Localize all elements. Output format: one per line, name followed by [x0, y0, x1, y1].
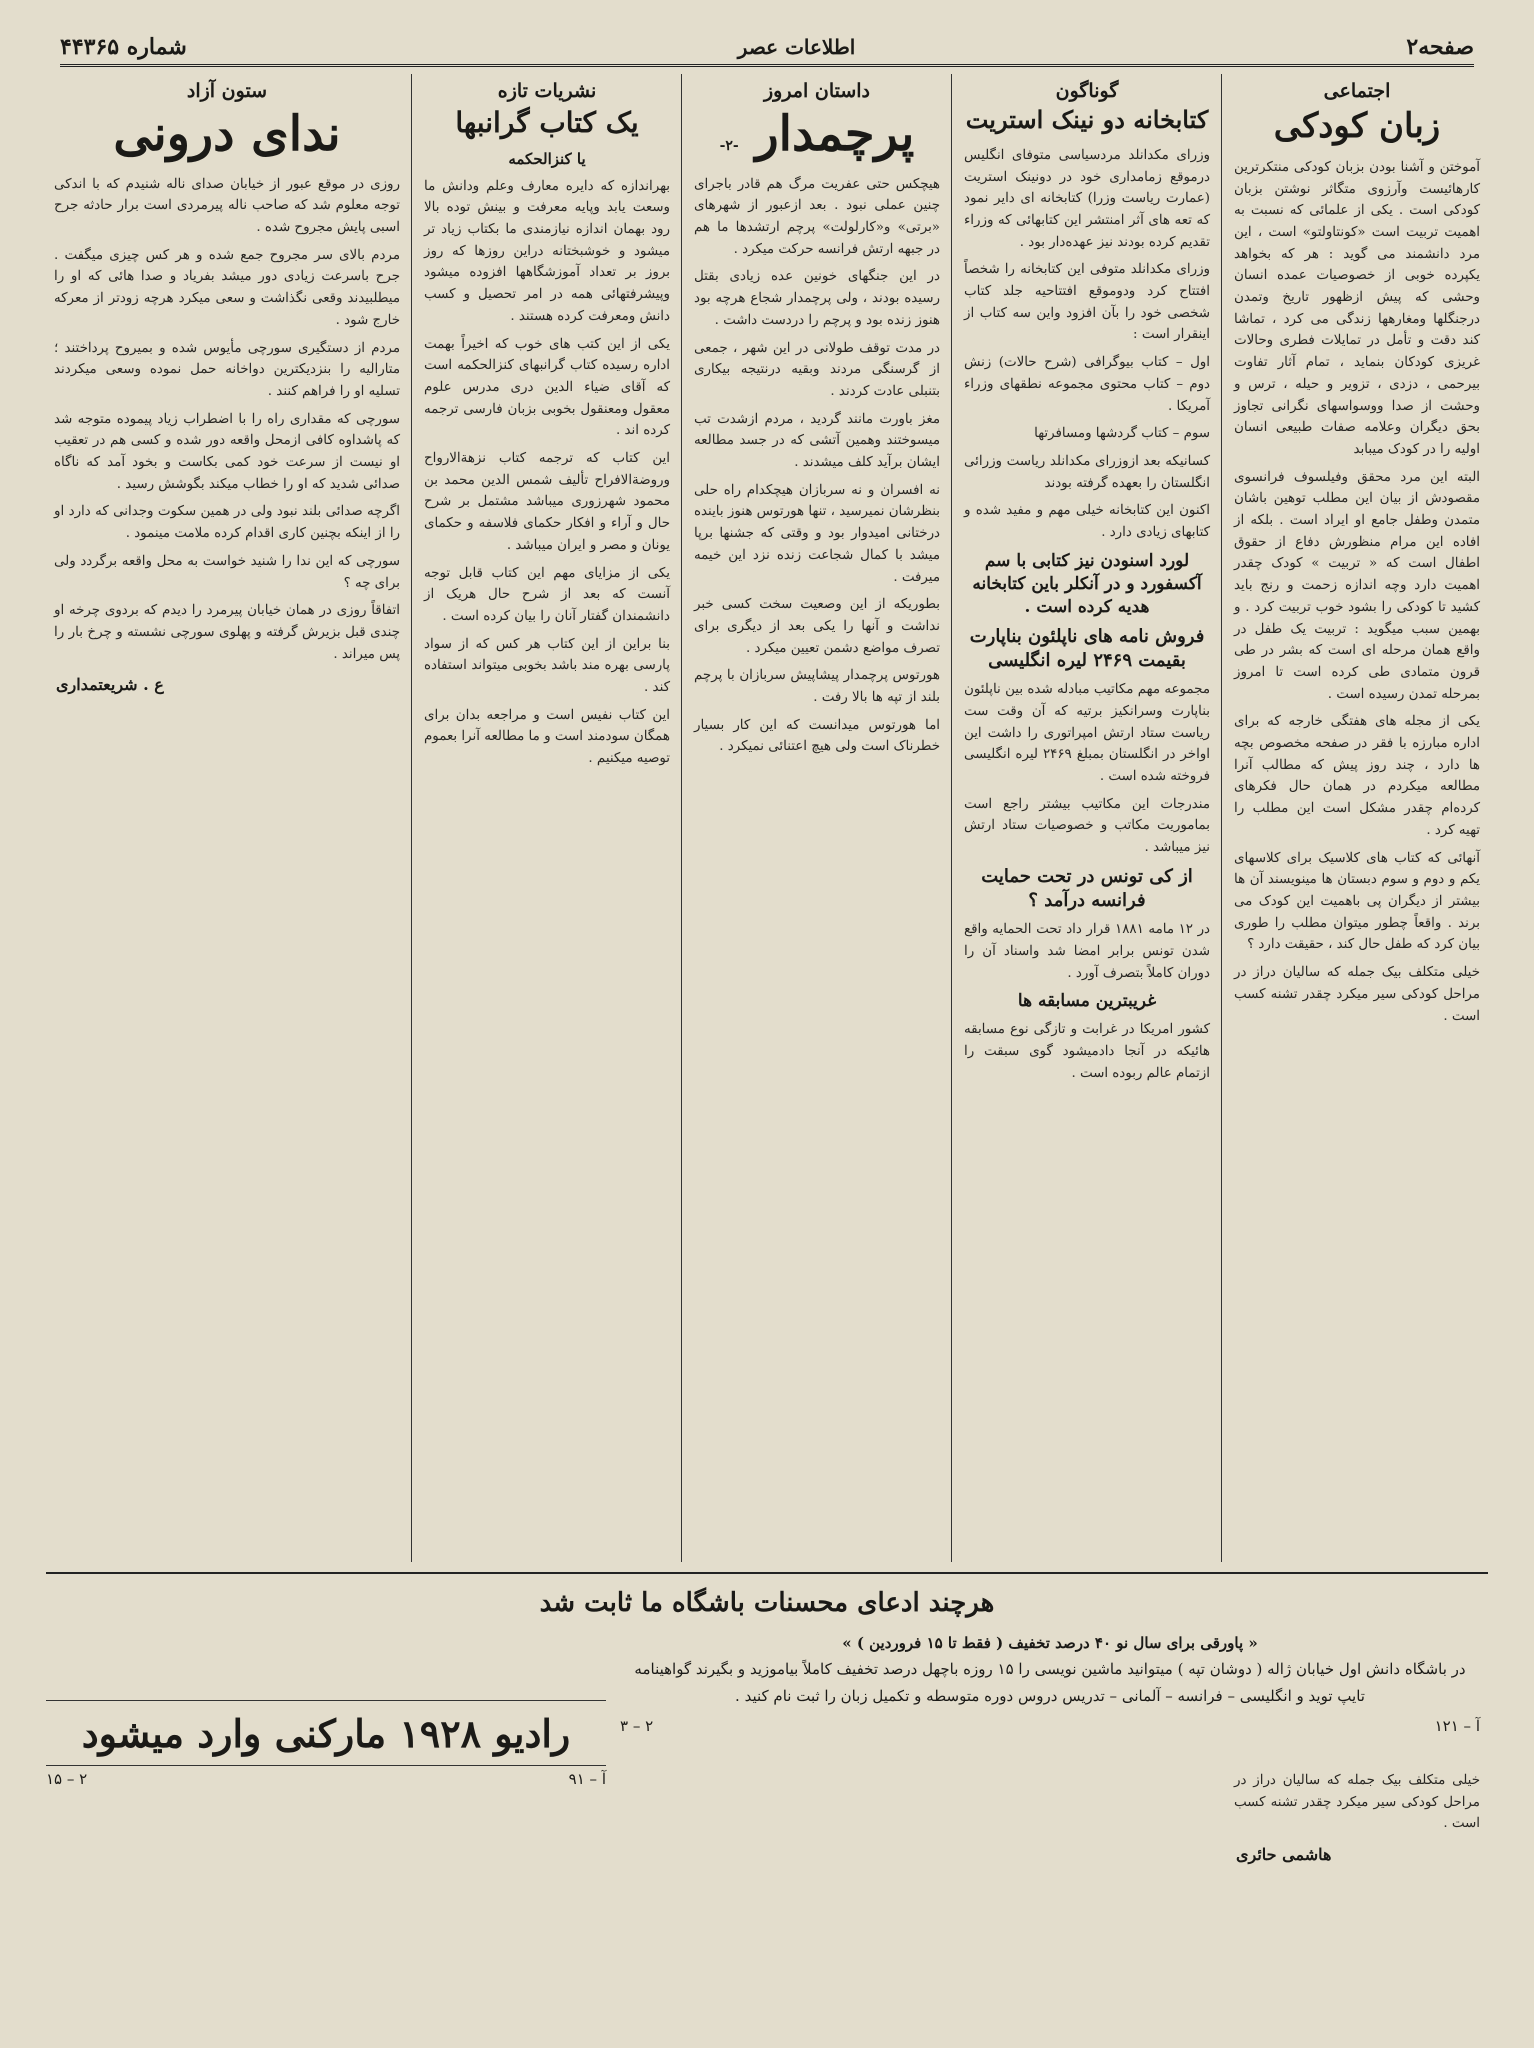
column-divider [411, 74, 412, 1562]
article-body [964, 1019, 1210, 1084]
article-body [964, 679, 1210, 859]
paragraph: یکی از این کتب های خوب که اخیراً بهمت اداره رسیده کتاب گرانبهای کنزالحکمه است که آقای ضیاء الدین دری مدرس علوم معقول ومعنقول بخوبی بزبان فارسی ترجمه کرده اند . [424, 336, 670, 439]
column-kicker: ستون آزاد [186, 80, 268, 102]
column-kicker: نشریات تازه [497, 80, 597, 102]
paragraph: مغز باورت مانند گردید ، مردم ازشدت تب میسوختند وهمین آتشی که در جسد مطالعه ایشان برآید کلف میشدند . [694, 411, 940, 471]
paragraph: یکی از مجله های هفتگی خارجه که برای اداره مبارزه با فقر در صفحه مخصوص بچه ها دارد ، چند روز پیش که مطالب آنرا مطالعه میکردم در همان حال فکرهای کرده‌ام چقدر مشکل است این مطلب را تهیه کرد . [1234, 714, 1480, 838]
paragraph: وزرای مکدانلد متوفی این کتابخانه را شخصاً افتتاح کرد ودوموقع افتتاحیه جلد کتاب شخصی خود را بآن افزود واین سه کتاب از اینقرار است : [964, 262, 1210, 343]
paragraph: هورتوس پرچمدار پیشاپیش سربازان با پرچم بلند از تپه ها بالا رفت . [694, 668, 940, 706]
ad-ref: ۲ – ۱۵ [46, 1770, 88, 1788]
column-story [686, 74, 948, 1562]
radio-ad-refs [46, 1770, 606, 1788]
column-divider [1221, 74, 1222, 1562]
page-header [60, 30, 1474, 67]
club-ad-headline: هرچند ادعای محسنات باشگاه ما ثابت شد [46, 1572, 1488, 1632]
subheading: از کی تونس در تحت حمایت فرانسه درآمد ؟ [981, 865, 1193, 912]
paragraph: در این جنگهای خونین عده زیادی بقتل رسیده بودند ، ولی پرچمدار شجاع هرچه بود هنوز زنده بود و پرچم را دردست داشت . [694, 269, 940, 328]
article-headline: کتابخانه دو نینک استریت [965, 105, 1209, 134]
paragraph: البته این مرد محقق وفیلسوف فرانسوی مقصودش از بیان این مطلب توهین باشان متمدن وطفل جامع او ایراد است . بلکه از افاده این مرام منظورش دفاع از حقوق اطفال است که « تربیت » کودک چقدر اهمیت دارد وچه اندازه زحمت و رنج باید کشید تا کودکی را بشود خوب تربیت کرد . و بهمین سبب میگوید : تربیت یک طفل در واقع همان مرحله ای است که بشر در طی قرون متمادی طی کرده است تا امروز بمرحله تمدن رسیده است . [1234, 469, 1480, 702]
paragraph: در مدت توقف طولانی در این شهر ، جمعی از گرسنگی مردند وبقیه درنتیجه بیکاری بتنبلی عادت کردند . [694, 340, 940, 399]
paragraph: بنا براین از این کتاب هر کس که از سواد پارسی بهره مند باشد بخوبی میتواند استفاده کند . [424, 636, 670, 696]
column-divider [951, 74, 952, 1562]
paragraph: سوم – کتاب گردشها ومسافرتها [1034, 426, 1210, 442]
ad-ref: آ – ۹۱ [568, 1770, 606, 1788]
radio-ad-headline: رادیو ۱۹۲۸ مارکنی وارد میشود [81, 1710, 571, 1756]
article-headline: ندای درونی [113, 106, 341, 162]
article-body [694, 174, 940, 759]
story-part: -۲- [719, 138, 739, 154]
article-headline: یک کتاب گرانبها [455, 106, 639, 139]
club-ad-line: در باشگاه دانش اول خیابان ژاله ( دوشان تپه ) میتوانید ماشین نویسی را ۱۵ روزه باچهل درصد تخفیف کاملاً بیاموزید و بگیرند گواهینامه تایپ توید و انگلیسی – فرانسه – آلمانی – تدریس دروس دوره متوسطه و تکمیل زبان را ثبت نام کنید . [634, 1660, 1466, 1705]
paragraph: آموختن و آشنا بودن بزبان کودکی منتکرترین کارهائیست وآرزوی متگاثر نوشتن بزبان کودکی است . یکی از علمائی که نسبت به اهمیت تربیت است «کونتاولتو» است ، این مرد دانشمند می گوید : هر که بخواهد یکپرده خوبی از خصوصیات عمده انسان وحشی که پیش ازظهور تاریخ وتمدن درجنگلها ومغارهها زندگی می کرد ، تماشا کند دقت و تأمل در تمایلات فطری وحالات غریزی کودکان بنماید ، تمام آثار تفاوت بیرحمی ، دزدی ، تزویر و حیله ، ترس و وحشت از صدا ووسواسهای نگرانی تجاوز بحق دیگران وعلامه صفات طبیعی انسان اولیه را در کودک میبابد [1234, 159, 1480, 457]
bottom-columns [46, 1770, 1488, 2040]
subheading: لورد اسنودن نیز کتابی با سم آکسفورد و در آنکلر باین کتابخانه هدیه کرده است . [972, 550, 1202, 617]
paragraph: بطوریکه از این وصعیت سخت کسی خبر نداشت و آنها را یکی بعد از دیگری برای تصرف مواضع دشمن تعیین میکرد . [694, 597, 940, 656]
article-body [1234, 157, 1480, 1027]
column-kicker: اجتماعی [1323, 80, 1391, 102]
article-body [54, 174, 400, 666]
paragraph: این کتاب که ترجمه کتاب نزهةالارواح وروضةالافراح تألیف شمس الدین محمد بن محمود شهرزوری میباشد مشتمل بر شرح حال و آراء و افکار حکمای فلاسفه و حکمای یونان و مصر و ایران میباشد . [424, 451, 670, 553]
article-signature: ع . شریعتمداری [56, 675, 164, 695]
masthead: اطلاعات عصر [737, 35, 856, 59]
social-signature-area [1226, 1770, 1488, 2040]
paragraph: کسانیکه بعد ازوزرای مکدانلد ریاست وزرائی انگلستان را بعهده گرفته بودند [964, 453, 1210, 491]
radio-ad [46, 1700, 606, 1766]
column-publications [416, 74, 678, 1562]
paragraph: روزی در موقع عبور از خیابان صدای ناله شنیدم که با اندکی توجه معلوم شد که صاحب ناله پیرمردی است برار حادثه جرح اسبی پایش مجروح شده . [54, 176, 400, 235]
subheading: فروش نامه های ناپلئون بناپارت بقیمت ۲۴۶۹ لیره انگلیسی [969, 625, 1205, 671]
article-byline: یا کنزالحکمه [508, 149, 586, 168]
column-misc [956, 74, 1218, 1562]
paragraph: سورچی که این ندا را شنید خواست به محل واقعه برگردد ولی برای چه ؟ [54, 553, 400, 591]
paragraph: نه افسران و نه سربازان هیچکدام راه حلی بنظرشان نمیرسید ، تنها هورتوس هنوز باینده درختانی امیدوار بود و وقتی که جشنها برپا میشد با کمال شجاعت زنده نزد این خیمه میرفت . [694, 482, 940, 585]
paragraph: یکی از مزایای مهم این کتاب قابل توجه آنست که بعد از شرح حال هریک از دانشمندان گفتار آنان را بیان کرده است . [424, 565, 670, 624]
page-label: صفحه۲ [1406, 34, 1474, 60]
ad-ref: ۲ – ۳ [620, 1716, 654, 1735]
column-divider [681, 74, 682, 1562]
article-headline: زبان کودکی [1273, 106, 1441, 146]
paragraph: مجموعه مهم مکاتیب مبادله شده بین ناپلئون بناپارت وسرانکیز برتیه که آن وقت ست ریاست ستاد ارتش امپراتوری را داشت این اواخر در انگلستان بمبلغ ۲۴۶۹ لیره انگلیسی فروخته شده است . [964, 682, 1210, 784]
paragraph: در ۱۲ مامه ۱۸۸۱ قرار داد تحت الحمایه واقع شدن تونس برابر امضا شد واسناد آن را دوران کاملاً بتصرف آورد . [964, 922, 1211, 981]
paragraph: سورچی که مقداری راه را با اضطراب زیاد پیموده متوجه شد که پاشداوه کافی ازمحل واقعه دور شده و کسی هم در تعقیب او نیست از سرعت خود کمی بکاست و بخود آمد که ناگاه صدائی شدید که او را خطاب میکند بگوشش رسید . [54, 411, 400, 492]
subheading: غریبترین مسابقه ها [1017, 991, 1157, 1012]
club-ad-body [620, 1630, 1480, 1739]
club-ad-line: « پاورقی برای سال نو ۴۰ درصد تخفیف ( فقط تا ۱۵ فروردین ) » [842, 1634, 1258, 1652]
paragraph: مردم بالای سر مجروح جمع شده و هر کس چیزی میگفت . جرح باسرعت زیادی دور میشد بفریاد و صدا هائی که او را میطلبیدند وقعی نگذاشت و سعی میکرد هرچه زودتر از معرکه خارج شود . [54, 247, 400, 328]
paragraph: اول – کتاب بیوگرافی (شرح حالات) زنش دوم – کتاب محتوی مجموعه نطقهای وزراء آمریکا . [964, 355, 1210, 414]
paragraph: اکنون این کتابخانه خیلی مهم و مفید شده و کتابهای زیادی دارد . [964, 503, 1210, 541]
column-social [1226, 74, 1488, 1562]
column-kicker: گوناگون [1055, 80, 1119, 102]
columns [46, 74, 1488, 1562]
article-body [1234, 1770, 1480, 1835]
paragraph: هیچکس حتی عفریت مرگ هم قادر باجرای چنین عملی نبود . بعد ازعبور از شهرهای «برتی» و«کارلولت» پرچم ارتشدها ما هم در جبهه ارتش فرانسه حرکت میکرد . [694, 176, 940, 257]
article-body [424, 176, 670, 770]
paragraph: مندرجات این مکاتیب بیشتر راجع است بماموریت مکاتب و خصوصیات ستاد ارتش نیز میباشد . [964, 796, 1210, 856]
story-title: پرچمدار [755, 106, 915, 162]
column-free [46, 74, 408, 1562]
ad-ref: آ – ۱۲۱ [1434, 1716, 1480, 1735]
paragraph: مردم از دستگیری سورچی مأیوس شده و بمیروح پرداختند ؛ متاراليه را بنزدیکترین دواخانه حمل نموده وسعی میکردند تسلیه او را فراهم کنند . [54, 340, 400, 399]
club-ad-refs [620, 1713, 1480, 1739]
paragraph: خیلی متکلف بیک جمله که سالیان دراز در مراحل کودکی سیر میکرد چقدر تشنه کسب است . [1234, 965, 1480, 1024]
article-headline [686, 106, 948, 164]
column-kicker: داستان امروز [763, 80, 871, 102]
paragraph: خیلی متکلف بیک جمله که سالیان دراز در مراحل کودکی سیر میکرد چقدر تشنه کسب است . [1234, 1773, 1480, 1832]
article-body [964, 145, 1210, 544]
paragraph: کشور امریکا در غرابت و تازگی نوع مسابقه هائیکه در آنجا دادمیشود گوی سبقت را ازتمام عالم ربوده است . [964, 1022, 1210, 1081]
paragraph: وزرای مکدانلد مردسیاسی متوفای انگلیس درموقع زمامداری خود در دونینک استریت (عمارت ریاست وزرا) کتابخانه ای دایر نمود که تعه های آثر امنتشر این کتابهائی که وزراء تقدیم کرده بودند نیز عهده‌دار بود . [964, 147, 1210, 250]
paragraph: این کتاب نفیس است و مراجعه بدان برای همگان سودمند است و ما مطالعه آنرا بعموم توصیه میکنیم . [424, 707, 670, 767]
issue-label: شماره ۴۴۳۶۵ [60, 34, 187, 60]
paragraph: آنهائی که کتاب های کلاسیک برای کلاسهای یکم و دوم و سوم دبستان ها مینویسند آن ها بیشتر از دیگران پی باهمیت این کودک می برند . واقعاً چطور میتوان مطلب را طوری بیان کرد که طفل حال کند ، حقیقت دارد ؟ [1234, 850, 1480, 953]
paragraph: بهراندازه که دایره معارف وعلم ودانش ما وسعت یابد وپایه معرفت و بینش توده بالا رود بهمان اندازه نیازمندی ما بکتاب زیاد تر میشود و خوشبختانه دراین روزها که روز بروز بر تعداد آموزشگاهها افزوده میشود وپیشرفتهائی همه در امر تحصیل و کسب دانش ومعرفت کرده هستند . [424, 178, 670, 324]
paragraph: اگرچه صدائی بلند نبود ولی در همین سکوت وجدانی که دارد او را از اینکه بچنین کاری اقدام کرده ملامت مینمود . [54, 504, 400, 542]
paragraph: اما هورتوس میدانست که این کار بسیار خطرناک است ولی هیچ اعتنائی نمیکرد . [694, 717, 940, 755]
article-signature: هاشمی حائری [1236, 1845, 1332, 1865]
paragraph: اتفاقاً روزی در همان خیابان پیرمرد را دیدم که بردوی چرخه او چندی قبل بزیرش گرفته و پهلوی سورچی نشسته و چرخ بار را پس میراند . [54, 603, 400, 662]
article-body [964, 919, 1210, 984]
